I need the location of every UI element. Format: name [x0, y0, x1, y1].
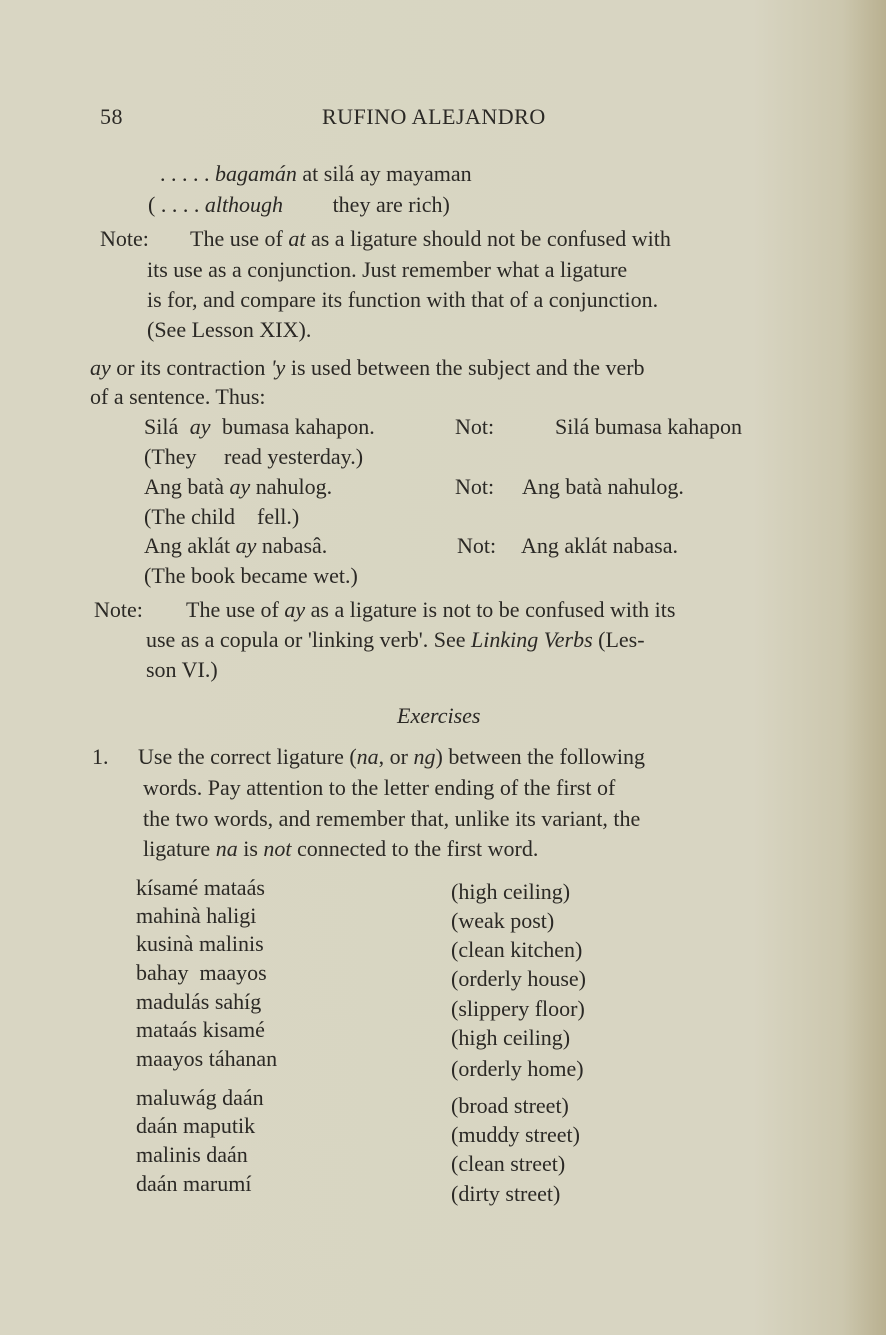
exercise-1-line-2: words. Pay attention to the letter ending of the first of: [143, 775, 616, 800]
word-pair-english: (weak post): [451, 908, 555, 933]
word-pair-english: (orderly home): [451, 1056, 584, 1081]
example-not-label: Not:: [457, 533, 497, 558]
example-sentence: Ang batà ay nahulog.: [144, 474, 333, 499]
note-2-label: Note:: [94, 597, 143, 622]
intro-line-1: . . . . . bagamán at silá ay mayaman: [160, 161, 472, 186]
example-gloss: (The book became wet.): [144, 563, 358, 588]
word-pair-english: (high ceiling): [451, 879, 571, 904]
exercise-1-line-3: the two words, and remember that, unlike its variant, the: [143, 806, 641, 831]
note-1-line-4: (See Lesson XIX).: [147, 317, 312, 342]
note-2-line-3: son VI.): [146, 657, 218, 682]
exercise-1-number: 1.: [92, 744, 109, 769]
note-2-line-1: The use of ay as a ligature is not to be confused with its: [186, 597, 676, 622]
word-pair-tagalog: mataás kisamé: [136, 1017, 265, 1042]
note-1-label: Note:: [100, 226, 149, 251]
word-pair-tagalog: malinis daán: [136, 1142, 248, 1167]
word-pair-english: (broad street): [451, 1093, 569, 1118]
example-not-text: Ang batà nahulog.: [522, 474, 684, 499]
example-not-text: Ang aklát nabasa.: [521, 533, 678, 558]
word-pair-tagalog: madulás sahíg: [136, 989, 262, 1014]
word-pair-english: (clean street): [451, 1151, 566, 1176]
example-not-text: Silá bumasa kahapon: [555, 414, 742, 439]
note-1-line-1: The use of at as a ligature should not be confused with: [190, 226, 671, 251]
exercises-heading: Exercises: [397, 703, 481, 728]
example-sentence: Ang aklát ay nabasâ.: [144, 533, 328, 558]
word-pair-tagalog: mahinà haligi: [136, 903, 257, 928]
word-pair-tagalog: kísamé mataás: [136, 875, 265, 900]
example-not-label: Not:: [455, 474, 495, 499]
word-pair-tagalog: kusinà malinis: [136, 931, 264, 956]
word-pair-english: (orderly house): [451, 966, 587, 991]
word-pair-tagalog: daán marumí: [136, 1171, 252, 1196]
note-1-line-3: is for, and compare its function with that of a conjunction.: [147, 287, 659, 312]
exercise-1-line-1: Use the correct ligature (na, or ng) between the following: [138, 744, 646, 769]
example-sentence: Silá ay bumasa kahapon.: [144, 414, 375, 439]
word-pair-tagalog: maluwág daán: [136, 1085, 264, 1110]
ay-paragraph-line-1: ay or its contraction 'y is used between the subject and the verb: [90, 355, 645, 380]
running-title: RUFINO ALEJANDRO: [322, 104, 546, 129]
intro-line-2: ( . . . . although they are rich): [148, 192, 450, 217]
example-gloss: (They read yesterday.): [144, 444, 364, 469]
example-gloss: (The child fell.): [144, 504, 300, 529]
word-pair-english: (muddy street): [451, 1122, 580, 1147]
word-pair-english: (high ceiling): [451, 1025, 571, 1050]
linking-verbs-reference: Linking Verbs: [471, 627, 593, 652]
note-2-line-2: use as a copula or 'linking verb'. See Linking Verbs (Les-: [146, 627, 645, 652]
exercise-1-line-4: ligature na is not connected to the first word.: [143, 836, 539, 861]
example-not-label: Not:: [455, 414, 495, 439]
word-pair-english: (clean kitchen): [451, 937, 583, 962]
word-pair-english: (slippery floor): [451, 996, 585, 1021]
word-pair-english: (dirty street): [451, 1181, 561, 1206]
note-1-line-2: its use as a conjunction. Just remember what a ligature: [147, 257, 628, 282]
word-pair-tagalog: daán maputik: [136, 1113, 256, 1138]
word-pair-tagalog: maayos táhanan: [136, 1046, 278, 1071]
word-pair-tagalog: bahay maayos: [136, 960, 267, 985]
ay-paragraph-line-2: of a sentence. Thus:: [90, 384, 266, 409]
page-number: 58: [100, 104, 123, 129]
